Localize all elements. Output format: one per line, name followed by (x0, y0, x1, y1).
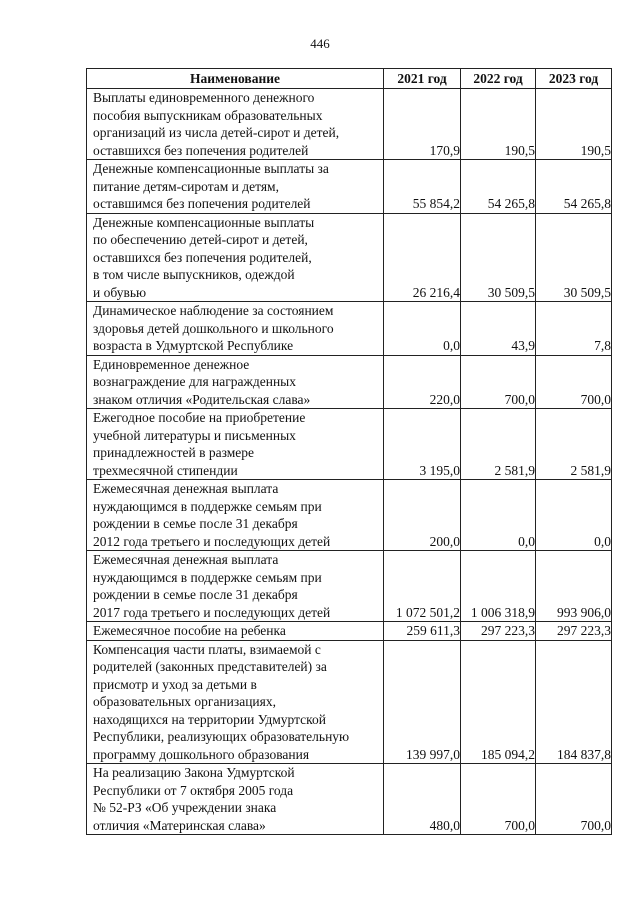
value-2022: 190,5 (461, 89, 536, 160)
value-2023: 54 265,8 (536, 160, 612, 214)
table-row (87, 551, 612, 622)
row-name-line: находящихся на территории Удмуртской (93, 711, 327, 727)
row-name-line: Денежные компенсационные выплаты за (93, 161, 329, 176)
value-2021: 0,0 (384, 302, 461, 356)
row-name-line: возраста в Удмуртской Республике (93, 338, 294, 353)
row-name-line: оставшихся без попечения родителей, (93, 249, 312, 265)
value-2022: 43,9 (461, 302, 536, 356)
row-name-cell (87, 89, 384, 160)
value-2021: 259 611,3 (384, 622, 461, 641)
table-row (87, 409, 612, 480)
value-2023: 700,0 (536, 764, 612, 835)
value-2021: 200,0 (384, 480, 461, 551)
row-name-line: вознаграждение для награжденных (93, 374, 297, 389)
row-name-line: рождении в семье после 31 декабря (93, 516, 298, 531)
row-name-line: Ежемесячная денежная выплата (93, 552, 279, 567)
table-header-row (87, 69, 612, 89)
row-name-line: Ежемесячная денежная выплата (93, 481, 279, 496)
value-2023: 297 223,3 (536, 622, 612, 641)
table-row (87, 480, 612, 551)
value-2022: 0,0 (461, 480, 536, 551)
row-name-cell (87, 355, 384, 409)
value-2023: 30 509,5 (536, 213, 612, 302)
row-name-line: Единовременное денежное (93, 356, 250, 372)
row-name-line: Денежные компенсационные выплаты (93, 214, 315, 230)
row-name-line: программу дошкольного образования (93, 746, 310, 762)
row-name-line: Выплаты единовременного денежного (93, 90, 315, 105)
row-name-line: знаком отличия «Родительская слава» (93, 391, 311, 407)
row-name-line: и обувью (93, 284, 147, 300)
header-2023: 2023 год (536, 69, 612, 89)
row-name-cell (87, 764, 384, 835)
row-name-line: питание детям-сиротам и детям, (93, 178, 279, 194)
row-name-line: рождении в семье после 31 декабря (93, 587, 298, 602)
row-name-line: учебной литературы и письменных (93, 427, 296, 443)
value-2021: 170,9 (384, 89, 461, 160)
value-2021: 26 216,4 (384, 213, 461, 302)
row-name-cell (87, 213, 384, 302)
row-name-line: Компенсация части платы, взимаемой с (93, 641, 321, 657)
value-2022: 297 223,3 (461, 622, 536, 641)
value-2023: 2 581,9 (536, 409, 612, 480)
row-name-cell (87, 480, 384, 551)
value-2023: 993 906,0 (536, 551, 612, 622)
row-name-line: 2017 года третьего и последующих детей (93, 604, 331, 620)
row-name-line: оставшихся без попечения родителей (93, 142, 309, 158)
row-name-line: организаций из числа детей-сирот и детей, (93, 125, 340, 140)
value-2022: 700,0 (461, 764, 536, 835)
table-row (87, 160, 612, 214)
row-name-line: по обеспечению детей-сирот и детей, (93, 232, 308, 247)
row-name-cell (87, 622, 384, 641)
row-name-line: родителей (законных представителей) за (93, 659, 327, 674)
table-row (87, 764, 612, 835)
value-2021: 139 997,0 (384, 640, 461, 764)
row-name-line: нуждающимся в поддержке семьям при (93, 569, 322, 585)
row-name-line: пособия выпускникам образовательных (93, 107, 323, 123)
page-number: 446 (310, 36, 330, 51)
value-2023: 0,0 (536, 480, 612, 551)
header-name: Наименование (87, 69, 384, 89)
value-2022: 2 581,9 (461, 409, 536, 480)
row-name-line: образовательных организациях, (93, 694, 276, 709)
value-2021: 3 195,0 (384, 409, 461, 480)
value-2023: 190,5 (536, 89, 612, 160)
table-row (87, 89, 612, 160)
value-2023: 184 837,8 (536, 640, 612, 764)
value-2022: 700,0 (461, 355, 536, 409)
value-2022: 54 265,8 (461, 160, 536, 214)
row-name-line: Республики от 7 октября 2005 года (93, 782, 294, 798)
row-name-line: принадлежностей в размере (93, 445, 255, 460)
value-2021: 1 072 501,2 (384, 551, 461, 622)
row-name-line: Республики, реализующих образовательную (93, 729, 350, 744)
row-name-line: оставшимся без попечения родителей (93, 196, 311, 211)
value-2023: 700,0 (536, 355, 612, 409)
value-2021: 220,0 (384, 355, 461, 409)
value-2023: 7,8 (536, 302, 612, 356)
table-row (87, 213, 612, 302)
table-row (87, 640, 612, 764)
row-name-line: нуждающимся в поддержке семьям при (93, 498, 322, 514)
table-row (87, 302, 612, 356)
value-2022: 1 006 318,9 (461, 551, 536, 622)
row-name-cell (87, 409, 384, 480)
budget-table (86, 68, 612, 835)
table-row (87, 622, 612, 641)
value-2021: 55 854,2 (384, 160, 461, 214)
value-2022: 185 094,2 (461, 640, 536, 764)
row-name-cell (87, 640, 384, 764)
value-2021: 480,0 (384, 764, 461, 835)
row-name-line: Динамическое наблюдение за состоянием (93, 303, 334, 318)
row-name-line: трехмесячной стипендии (93, 462, 238, 478)
value-2022: 30 509,5 (461, 213, 536, 302)
row-name-line: 2012 года третьего и последующих детей (93, 533, 331, 549)
row-name-cell (87, 160, 384, 214)
row-name-line: Ежемесячное пособие на ребенка (93, 623, 286, 638)
row-name-cell (87, 302, 384, 356)
table-body (87, 89, 612, 835)
row-name-line: присмотр и уход за детьми в (93, 676, 257, 692)
row-name-line: На реализацию Закона Удмуртской (93, 765, 295, 780)
row-name-line: № 52-РЗ «Об учреждении знака (93, 800, 277, 815)
row-name-line: здоровья детей дошкольного и школьного (93, 320, 334, 336)
row-name-line: отличия «Материнская слава» (93, 817, 266, 833)
row-name-line: в том числе выпускников, одеждой (93, 267, 295, 282)
row-name-cell (87, 551, 384, 622)
header-2022: 2022 год (461, 69, 536, 89)
row-name-line: Ежегодное пособие на приобретение (93, 410, 306, 425)
header-2021: 2021 год (384, 69, 461, 89)
table-row (87, 355, 612, 409)
